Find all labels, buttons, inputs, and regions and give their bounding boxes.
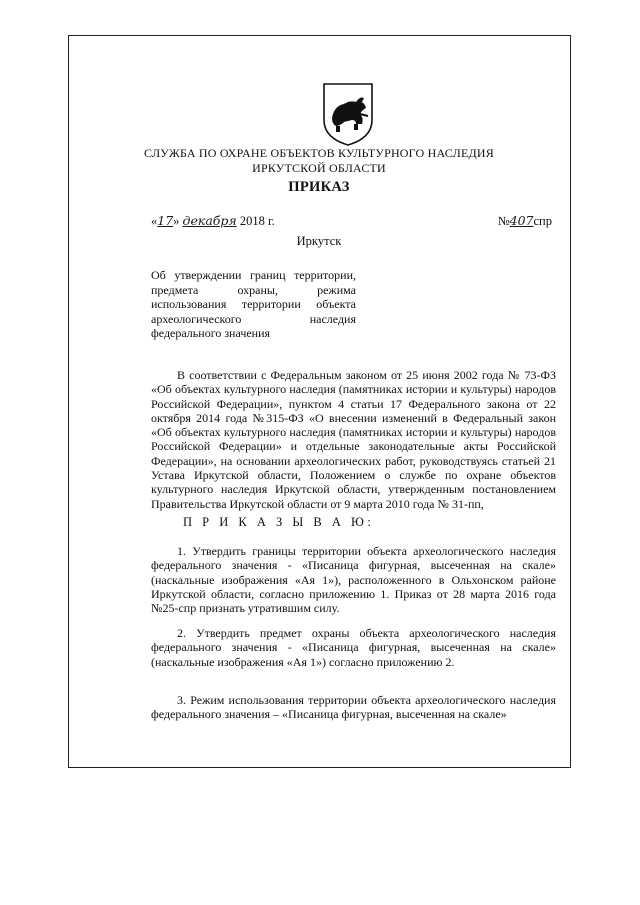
- document-subject: Об утверждении границ территории, предмета охраны, режима использования территории объекта археологического наследия федерального значения: [151, 268, 356, 340]
- preamble-paragraph: В соответствии с Федеральным законом от 25 июня 2002 года № 73-ФЗ «Об объектах культурного наследия (памятниках истории и культуры) народов Российской Федерации», пунктом 4 статьи 17 Федерального закона от 22 октября 2014 года №315-ФЗ «О внесении изменений в Федеральный закон «Об объектах культурного наследия (памятниках истории и культуры) народов Российской Федерации» и отдельные законодательные акты Российской Федерации», на основании археологических работ, руководствуясь статьей 21 Устава Иркутской области, Положением о службе по охране объектов культурного наследия Иркутской области, утвержденным постановлением Правительства Иркутской области от 9 марта 2010 года № 31-пп,: [151, 368, 556, 511]
- date-day: 17: [157, 213, 174, 228]
- number-prefix: №: [497, 214, 510, 228]
- date-month: декабря: [182, 213, 237, 228]
- date-year: 2018 г.: [239, 214, 275, 228]
- number-suffix: спр: [533, 214, 552, 228]
- document-page: [68, 35, 571, 768]
- organization-name: [129, 146, 509, 175]
- document-number: [498, 213, 552, 229]
- date-open-quote: «: [151, 214, 158, 228]
- organization-line-2: ИРКУТСКОЙ ОБЛАСТИ: [252, 160, 386, 175]
- document-type-title: ПРИКАЗ: [288, 179, 350, 195]
- number-value: 407: [509, 213, 534, 228]
- document-date: [151, 213, 275, 229]
- date-close-quote: »: [173, 214, 180, 228]
- order-item-2: 2. Утвердить предмет охраны объекта археологического наследия федерального значения - «Писаница фигурная, высеченная на скале» (наскальные изображения «Ая 1») согласно приложению 2.: [151, 626, 556, 669]
- order-item-3: 3. Режим использования территории объекта археологического наследия федерального значения – «Писаница фигурная, высеченная на скале»: [151, 693, 556, 722]
- document-city: Иркутск: [296, 234, 342, 248]
- order-item-1: 1. Утвердить границы территории объекта археологического наследия федерального значения - «Писаница фигурная, высеченная на скале» (наскальные изображения «Ая 1»), расположенного в Ольхонском районе Иркутской области, согласно приложению 1. Приказ от 28 марта 2016 года №25-спр признать утратившим силу.: [151, 544, 556, 616]
- order-heading: П Р И К А З Ы В А Ю:: [183, 515, 375, 529]
- coat-of-arms-icon: [320, 80, 376, 148]
- organization-line-1: СЛУЖБА ПО ОХРАНЕ ОБЪЕКТОВ КУЛЬТУРНОГО НАСЛЕДИЯ: [144, 146, 494, 160]
